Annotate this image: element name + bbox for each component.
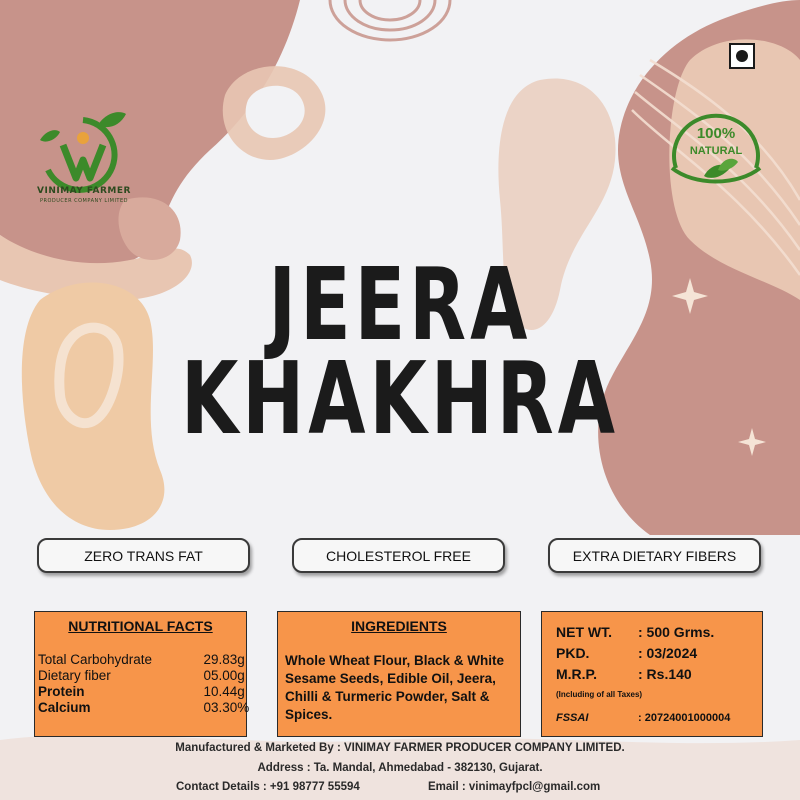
product-info-box xyxy=(541,611,763,737)
veg-dot-icon xyxy=(736,50,748,62)
packed-label: PKD. xyxy=(556,645,590,661)
table-row xyxy=(38,668,270,684)
address-line: Address : Ta. Mandal, Ahmedabad - 382130, Gujarat. xyxy=(257,762,543,774)
net-weight-label: NET WT. xyxy=(556,624,612,640)
net-weight-value: : 500 Grms. xyxy=(638,624,715,640)
nutrient-label: Dietary fiber xyxy=(38,668,111,683)
feature-pill-2: CHOLESTEROL FREE xyxy=(292,538,505,573)
nutrient-label: Calcium xyxy=(38,700,91,715)
nutrition-box xyxy=(34,611,250,737)
mrp-label: M.R.P. xyxy=(556,666,597,682)
natural-badge xyxy=(664,106,768,198)
nutrient-value: 29.83g xyxy=(203,652,245,667)
nutrition-table xyxy=(38,652,270,716)
fssai-value: : 20724001000004 xyxy=(638,712,731,724)
natural-badge-label: NATURAL xyxy=(689,145,743,157)
contact-line: Contact Details : +91 98777 55594 xyxy=(176,781,360,793)
packed-row xyxy=(556,645,697,661)
nutrient-label: Total Carbohydrate xyxy=(38,652,153,667)
net-weight-row xyxy=(556,624,714,640)
feature-pill-1: ZERO TRANS FAT xyxy=(37,538,250,573)
nutrient-value: 10.44g xyxy=(203,684,245,699)
nutrient-label: Protein xyxy=(38,684,85,699)
ingredients-box xyxy=(277,611,521,737)
table-row xyxy=(38,652,270,668)
manufacturer-line: Manufactured & Marketed By : VINIMAY FARMER PRODUCER COMPANY LIMITED. xyxy=(175,742,625,754)
natural-badge-percent: 100% xyxy=(696,125,736,142)
feature-pill-3: EXTRA DIETARY FIBERS xyxy=(548,538,761,573)
brand-subtitle: PRODUCER COMPANY LIMITED xyxy=(39,198,128,204)
table-row xyxy=(38,700,270,716)
ingredients-title: INGREDIENTS xyxy=(351,618,447,634)
ingredients-text: Whole Wheat Flour, Black & White Sesame Seeds, Edible Oil, Jeera, Chilli & Turmeric Powder, Salt & Spices. xyxy=(285,653,505,722)
mrp-value: : Rs.140 xyxy=(638,666,692,682)
email-line: Email : vinimayfpcl@gmail.com xyxy=(428,781,601,793)
mrp-row xyxy=(556,666,692,682)
product-title-line2: KHAKHRA xyxy=(180,340,620,458)
fssai-label: FSSAI xyxy=(556,712,589,724)
brand-name: VINIMAY FARMER xyxy=(37,186,131,196)
table-row xyxy=(38,684,270,700)
nutrition-title: NUTRITIONAL FACTS xyxy=(68,618,213,634)
fssai-row xyxy=(556,712,730,724)
veg-mark-icon xyxy=(729,43,755,69)
nutrient-value: 03.30% xyxy=(203,700,250,715)
product-title-line1: JEERA xyxy=(268,246,532,364)
packed-value: : 03/2024 xyxy=(638,645,698,661)
tax-note: (Including of all Taxes) xyxy=(556,690,643,699)
nutrient-value: 05.00g xyxy=(203,668,245,683)
